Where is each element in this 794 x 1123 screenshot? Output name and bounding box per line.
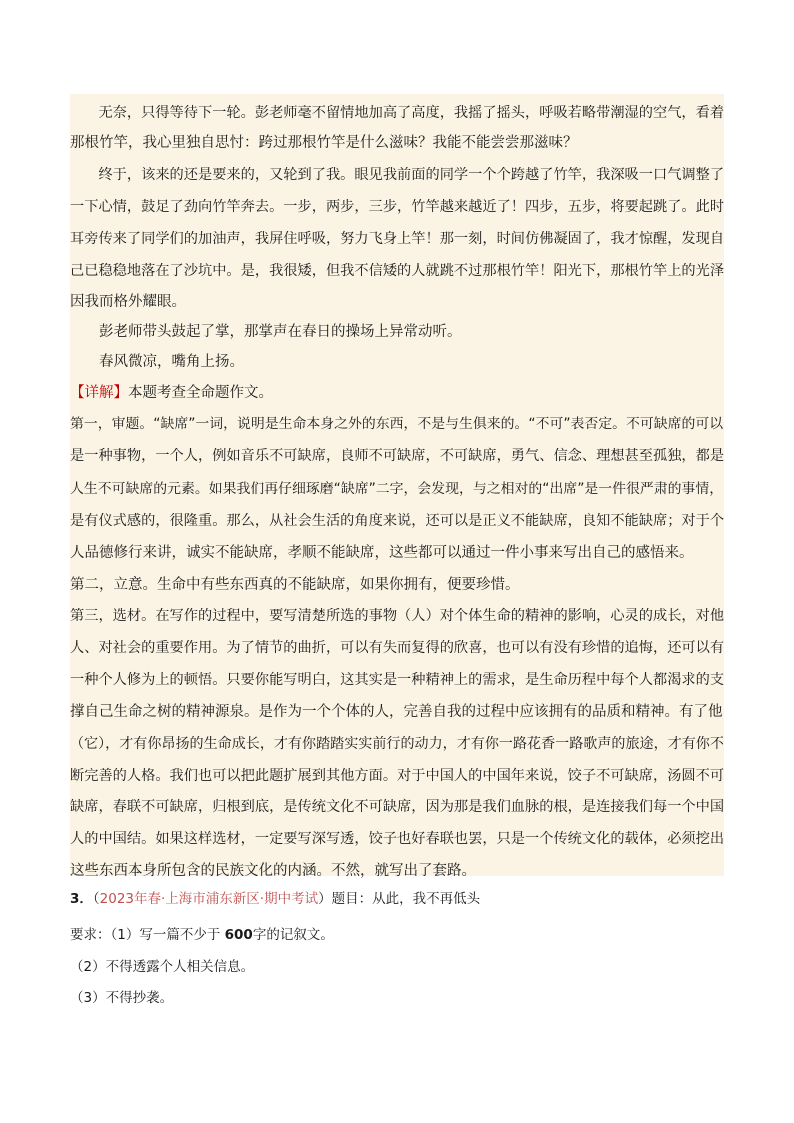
detail-line: 第三，选材。在写作的过程中，要写清楚所选的事物（人）对个体生命的精神的影响，心灵的成长，对他 <box>70 608 725 624</box>
essay-line: 春风微凉，嘴角上扬。 <box>70 354 244 370</box>
detail-heading <box>70 383 273 403</box>
question-source: 2023年春·上海市浦东新区·期中考试 <box>99 891 319 907</box>
detail-line: 第二，立意。生命中有些东西真的不能缺席，如果你拥有，便要珍惜。 <box>70 577 520 593</box>
detail-line: 第一，审题。“缺席”一词，说明是生命本身之外的东西，不是与生俱来的。“不可”表否定。不可缺席的可以 <box>70 416 724 432</box>
essay-line: 耳旁传来了同学们的加油声，我屏住呼吸，努力飞身上竿！那一刻，时间仿佛凝固了，我才惊醒，发现自 <box>70 231 725 247</box>
requirement-1: 要求：（1）写一篇不少于 600字的记叙文。 <box>70 927 334 943</box>
detail-tag: 【详解】 <box>70 385 128 401</box>
detail-line: 是一种事物，一个人，例如音乐不可缺席，良师不可缺席，不可缺席，勇气、信念、理想甚至孤独，都是 <box>70 448 725 464</box>
essay-line: 一下心情，鼓足了劲向竹竿奔去。一步，两步，三步，竹竿越来越近了！四步，五步，将要起跳了。此时 <box>70 199 725 215</box>
requirement-2: （2）不得透露个人相关信息。 <box>70 959 255 975</box>
question-title: 3．（2023年春·上海市浦东新区·期中考试）题目：从此，我不再低头 <box>70 891 481 907</box>
question-number: 3． <box>70 891 93 907</box>
detail-line: 人生不可缺席的元素。如果我们再仔细琢磨“缺席”二字，会发现，与之相对的“出席”是一件很严肃的事情， <box>70 481 724 497</box>
detail-line: 人、对社会的重要作用。为了情节的曲折，可以有失而复得的欣喜，也可以有没有珍惜的追悔，还可以有 <box>70 640 725 656</box>
essay-line: 那根竹竿，我心里独自思忖：跨过那根竹竿是什么滋味？我能不能尝尝那滋味？ <box>70 135 578 151</box>
word-count: 600 <box>224 927 253 943</box>
detail-line: 人的中国结。如果这样选材，一定要写深写透，饺子也好春联也罢，只是一个传统文化的载体，必须挖出 <box>70 831 725 847</box>
detail-line: 缺席，春联不可缺席，归根到底，是传统文化不可缺席，因为那是我们血脉的根，是连接我们每一个中国 <box>70 799 725 815</box>
detail-line: 一种个人修为上的顿悟。只要你能写明白，这其实是一种精神上的需求，是生命历程中每个人都渴求的支 <box>70 672 725 688</box>
detail-line: 这些东西本身所包含的民族文化的内涵。不然，就写出了套路。 <box>70 863 476 879</box>
requirement-3: （3）不得抄袭。 <box>70 990 174 1006</box>
essay-line: 因我而格外耀眼。 <box>70 294 186 310</box>
essay-line: 己已稳稳地落在了沙坑中。是，我很矮，但我不信矮的人就跳不过那根竹竿！阳光下，那根竹竿上的光泽 <box>70 263 725 279</box>
detail-line: 撑自己生命之树的精神源泉。是作为一个个体的人，完善自我的过程中应该拥有的品质和精神。有了他 <box>70 704 723 720</box>
detail-line: （它），才有你昂扬的生命成长，才有你踏踏实实前行的动力，才有你一路花香一路歌声的旅途，才有你不 <box>70 736 724 752</box>
essay-line: 终于，该来的还是要来的，又轮到了我。眼见我前面的同学一个个跨越了竹竿，我深吸一口气调整了 <box>70 167 725 183</box>
detail-first: 本题考查全命题作文。 <box>128 385 273 401</box>
question-prompt: ）题目：从此，我不再低头 <box>318 891 481 907</box>
essay-line: 无奈，只得等待下一轮。彭老师毫不留情地加高了高度，我摇了摇头，呼吸若略带潮湿的空气，看着 <box>70 105 725 121</box>
essay-line: 彭老师带头鼓起了掌，那掌声在春日的操场上异常动听。 <box>70 324 462 340</box>
detail-line: 是有仪式感的，很隆重。那么，从社会生活的角度来说，还可以是正义不能缺席，良知不能缺席；对于个 <box>70 513 725 529</box>
detail-line: 断完善的人格。我们也可以把此题扩展到其他方面。对于中国人的中国年来说，饺子不可缺席，汤圆不可 <box>70 768 725 784</box>
detail-line: 人品德修行来讲，诚实不能缺席，孝顺不能缺席，这些都可以通过一件小事来写出自己的感悟来。 <box>70 545 694 561</box>
